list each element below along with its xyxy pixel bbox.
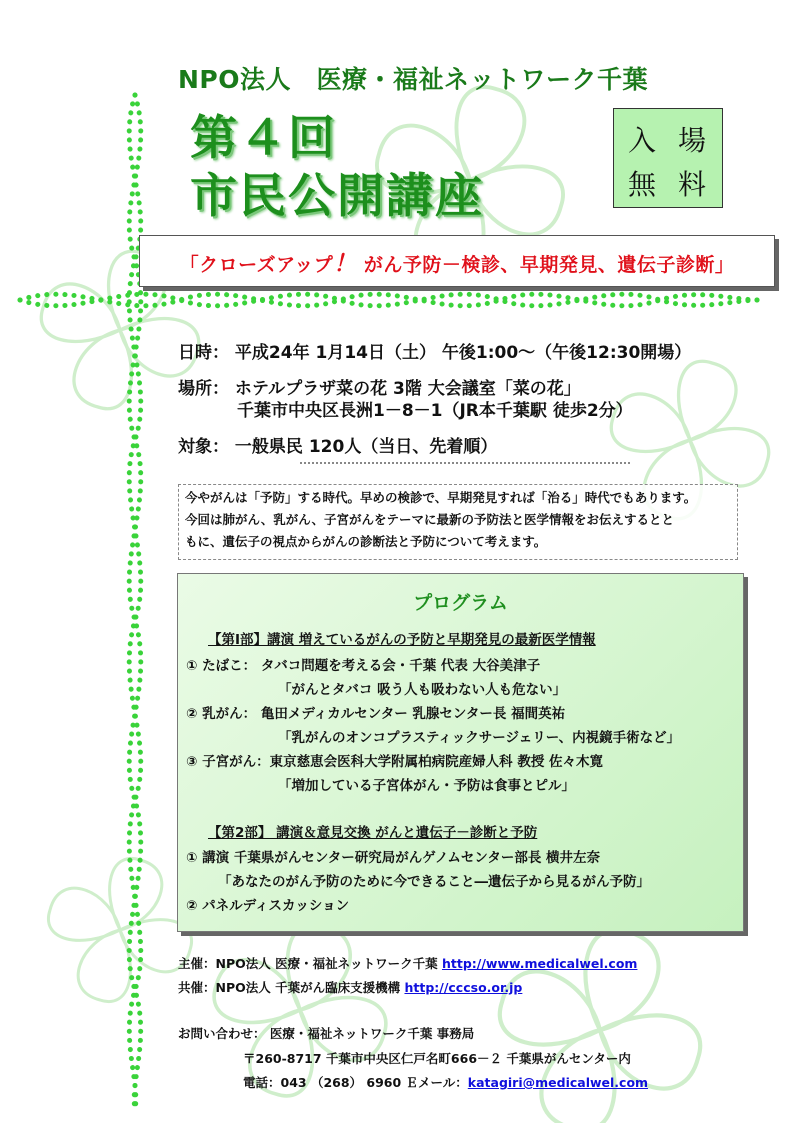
program-item-subtitle: 「増加している子宮体がん・予防は食事とピル」	[278, 778, 575, 794]
intro-line: 今回は肺がん、乳がん、子宮がんをテーマに最新の予防法と医学情報をお伝えするとと	[185, 512, 675, 527]
theme-exclamation: ！	[333, 250, 357, 277]
dotted-vine-horizontal	[20, 294, 760, 306]
event-address: 千葉市中央区長洲1－8－1（JR本千葉駅 徒歩2分）	[237, 401, 633, 421]
program-item-subtitle: 「あなたのがん予防のために今できること―遺伝子から見るがん予防」	[218, 874, 650, 890]
admission-char: 場	[677, 124, 706, 157]
lecture-number: 第４回	[190, 111, 337, 166]
program-title: プログラム	[413, 592, 508, 614]
lecture-name: 市民公開講座	[190, 169, 484, 224]
theme-text-before: 「クローズアップ	[179, 253, 334, 276]
theme-text-after: がん予防－検診、早期発見、遺伝子診断」	[356, 253, 735, 276]
cohost-line	[178, 978, 522, 996]
theme-banner	[139, 235, 775, 287]
intro-line: もに、遺伝子の視点からがんの診断法と予防について考えます。	[185, 534, 547, 549]
lecture-title	[190, 110, 484, 226]
theme-text	[180, 245, 735, 278]
cohost-link[interactable]: http://cccso.or.jp	[404, 980, 523, 995]
program-box	[177, 573, 744, 932]
free-admission-badge	[613, 108, 723, 208]
program-item: ① たばこ： タバコ問題を考える会・千葉 代表 大谷美津子	[186, 658, 541, 674]
host-line	[178, 954, 637, 972]
event-place: 場所： ホテルプラザ菜の花 3階 大会議室「菜の花」	[178, 379, 581, 399]
program-item: ① 講演 千葉県がんセンター研究局がんゲノムセンター部長 横井左奈	[186, 850, 601, 866]
clover-decoration	[214, 924, 386, 1096]
admission-char: 料	[677, 168, 706, 201]
admission-char: 入	[627, 124, 656, 157]
program-part2-title: 【第2部】 講演＆意見交換 がんと遺伝子－診断と予防	[208, 825, 538, 841]
intro-box	[178, 484, 738, 560]
contact-tel: 電話：043 （268） 6960 Ｅメール：	[243, 1075, 468, 1090]
program-part1-title: 【第Ⅰ部】講演 増えているがんの予防と早期発見の最新医学情報	[208, 632, 596, 648]
event-date: 日時： 平成24年 1月14日（土） 午後1:00～（午後12:30開場）	[178, 343, 692, 363]
contact-email-link[interactable]: katagiri@medicalwel.com	[467, 1075, 649, 1090]
intro-line: 今やがんは「予防」する時代。早めの検診で、早期発見すれば「治る」時代でもあります。	[185, 490, 697, 505]
host-label: 主催：NPO法人 医療・福祉ネットワーク千葉	[178, 956, 442, 971]
dotted-divider	[300, 462, 630, 464]
clover-decoration	[48, 858, 191, 1001]
cohost-label: 共催：NPO法人 千葉がん臨床支援機構	[178, 980, 405, 995]
program-item-subtitle: 「がんとタバコ 吸う人も吸わない人も危ない」	[278, 682, 567, 698]
program-item-subtitle: 「乳がんのオンコプラスティックサージェリー、内視鏡手術など」	[278, 730, 681, 746]
program-item: ③ 子宮がん：東京慈恵会医科大学附属柏病院産婦人科 教授 佐々木寛	[186, 754, 604, 770]
contact-line	[243, 1073, 648, 1091]
contact-address: 〒260-8717 千葉市中央区仁戸名町666－２ 千葉県がんセンター内	[243, 1051, 631, 1066]
program-item: ② 乳がん： 亀田メディカルセンター 乳腺センター長 福間英祐	[186, 706, 566, 722]
contact-label: お問い合わせ： 医療・福祉ネットワーク千葉 事務局	[178, 1026, 475, 1041]
host-link[interactable]: http://www.medicalwel.com	[441, 956, 638, 971]
program-item: ② パネルディスカッション	[186, 898, 350, 914]
admission-char: 無	[627, 168, 656, 201]
organization-title: NPO法人 医療・福祉ネットワーク千葉	[178, 65, 648, 94]
event-target: 対象： 一般県民 120人（当日、先着順）	[178, 437, 498, 457]
